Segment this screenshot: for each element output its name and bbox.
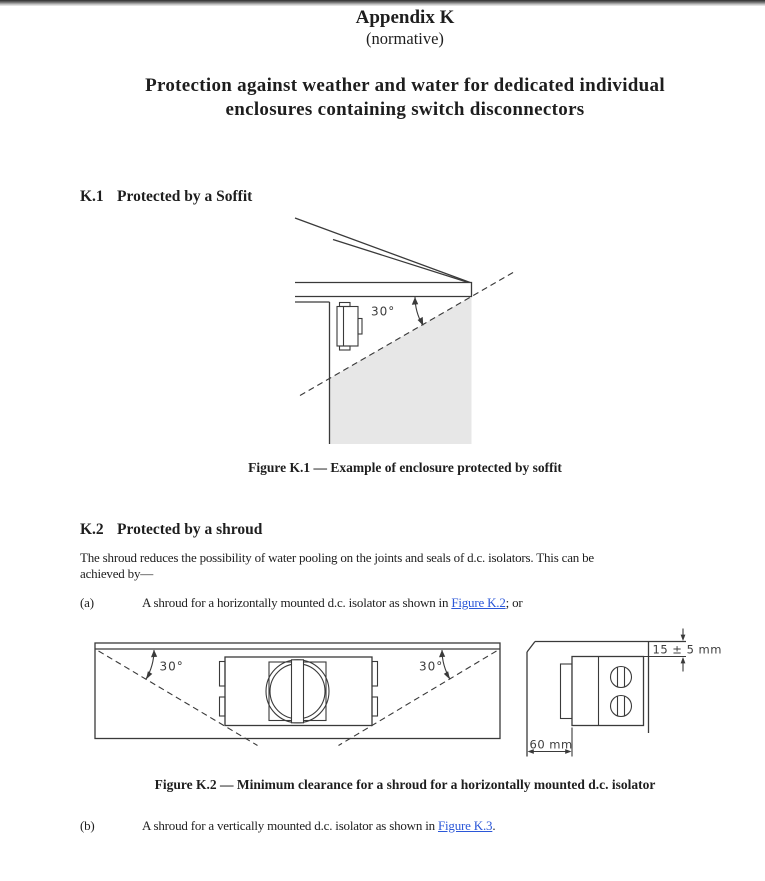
section-k2-title: Protected by a shroud (117, 521, 263, 538)
angle-label-30: 30° (371, 304, 396, 319)
figure-k3-link[interactable]: Figure K.3 (437, 818, 493, 833)
item-b-text (142, 818, 495, 834)
soffit-board (295, 283, 472, 297)
document-heading (45, 74, 765, 121)
item-b-text-before: A shroud for a vertically mounted d.c. isolator as shown in (142, 818, 438, 833)
figure-k2-shroud-diagram (88, 618, 748, 776)
item-b-marker: (b) (80, 818, 95, 833)
section-k1-heading (80, 188, 252, 206)
angle-arc-left (146, 650, 157, 680)
item-a-text-after: ; or (505, 595, 523, 610)
roof-lines (295, 218, 472, 284)
figure-k1-soffit-diagram (270, 208, 570, 458)
item-b-text-after: . (492, 818, 496, 833)
item-a-marker: (a) (80, 595, 94, 610)
dim-height-label: 15 ± 5 mm (652, 642, 722, 657)
angle-label-right: 30° (419, 659, 444, 674)
wall-enclosure-box (337, 303, 362, 351)
figure-k2-link[interactable]: Figure K.2 (451, 595, 506, 610)
paragraph-line2: achieved by— (80, 565, 154, 581)
isolator-side-view (561, 657, 644, 726)
section-k2-number: K.2 (80, 521, 104, 538)
figure-k1-caption: Figure K.1 — Example of enclosure protected by soffit (248, 460, 562, 475)
paragraph-line1: The shroud reduces the possibility of water pooling on the joints and seals of d.c. isolators. This can be (80, 550, 594, 565)
section-k1-title: Protected by a Soffit (117, 188, 253, 205)
section-k1-number: K.1 (80, 188, 104, 205)
item-a-text-before: A shroud for a horizontally mounted d.c. isolator as shown in (142, 595, 452, 610)
angle-label-left: 30° (159, 659, 184, 674)
item-a-text (142, 595, 523, 611)
dim-depth-label: 60 mm (529, 737, 573, 752)
angle-arc (412, 297, 424, 326)
appendix-type: (normative) (366, 29, 444, 48)
wall-line (295, 302, 330, 444)
document-heading-line2: enclosures containing switch disconnectors (225, 98, 585, 120)
document-heading-line1: Protection against weather and water for dedicated individual (145, 75, 665, 96)
section-k2-paragraph (80, 550, 594, 582)
figure-k2-caption: Figure K.2 — Minimum clearance for a shroud for a horizontally mounted d.c. isolator (154, 777, 656, 792)
appendix-title: Appendix K (355, 7, 455, 28)
window-top-border (0, 0, 765, 6)
section-k2-heading (80, 521, 262, 539)
